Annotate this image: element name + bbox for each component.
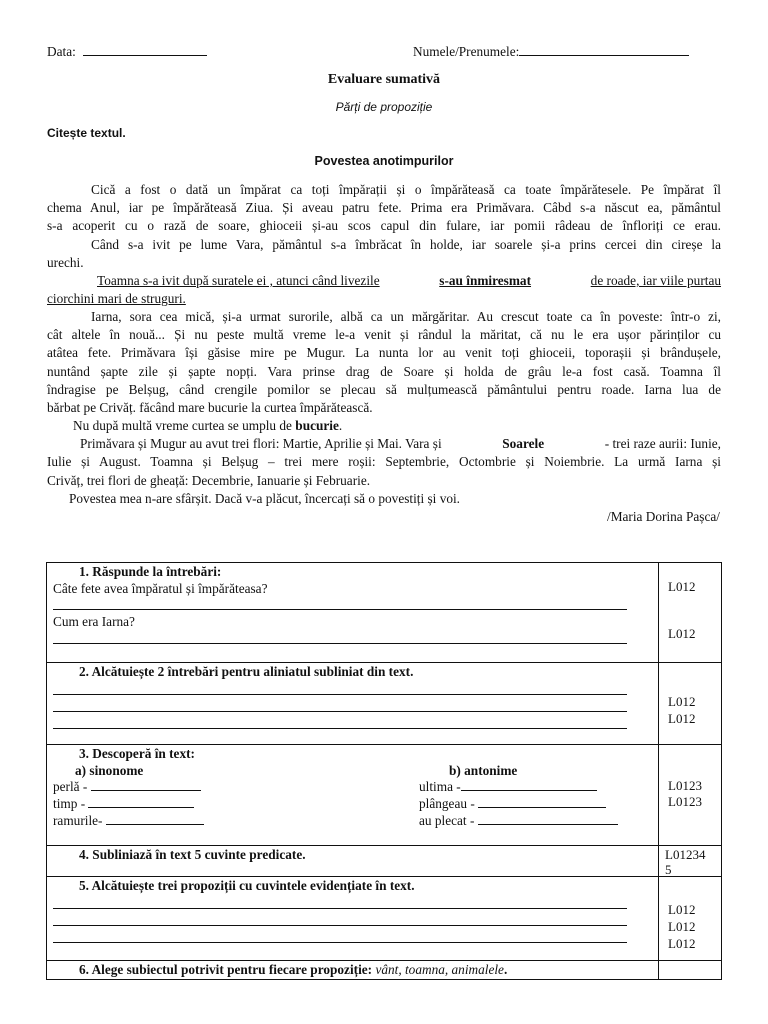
read-instruction: Citește textul. xyxy=(47,126,126,140)
task-row-6 xyxy=(47,961,722,980)
date-field[interactable] xyxy=(83,44,207,56)
competence-code: L012 xyxy=(668,919,696,934)
name-field[interactable] xyxy=(519,44,689,56)
answer-line[interactable] xyxy=(53,728,627,729)
competence-code: L012 xyxy=(668,711,696,726)
story-line: cât altele în nouă... Și nu peste multă vreme le-a venit și rândul la măritat, că nu le era ușor părinților cu xyxy=(47,327,721,342)
story-line: Cică a fost o dată un împărat ca toți împărații și o împărăteasă ca toate împărătesele. Pe împărat îl xyxy=(91,182,721,197)
task-1-title: 1. Răspunde la întrebări: xyxy=(79,564,222,579)
story-line: Nu după multă vreme curtea se umplu de xyxy=(73,418,292,433)
antonym-item: ultima - xyxy=(419,779,597,795)
story-line: bărbat pe Crivăț. făcând mare bucurie la curtea împărătească. xyxy=(47,400,373,415)
task-1-question-1: Câte fete avea împăratul și împărăteasa? xyxy=(53,581,268,596)
highlighted-phrase: s-au înmiresmat xyxy=(439,273,532,288)
story-line: Toamna s-a ivit după suratele ei , atunci când livezile xyxy=(97,273,380,288)
task-3-title: 3. Descoperă în text: xyxy=(79,746,195,761)
story-line: Crivăț, trei flori de gheață: Decembrie, Ianuarie și Februarie. xyxy=(47,473,371,488)
answer-line[interactable] xyxy=(53,694,627,695)
antonym-item: au plecat - xyxy=(419,813,618,829)
story-line: de roade, iar viile purtau xyxy=(590,273,721,288)
story-line: - trei raze aurii: Iunie, xyxy=(604,436,721,451)
competence-code: L0123 xyxy=(668,794,702,809)
task-row-3 xyxy=(47,745,722,846)
competence-code: L012 xyxy=(668,902,696,917)
story-line: chema Anul, iar pe împărăteasă Ziua. Și aveau patru fete. Prima era Primăvara. Câbd s-a născut ea, pământul xyxy=(47,200,721,215)
competence-code: L012 xyxy=(668,936,696,951)
story-line: urechi. xyxy=(47,255,84,270)
synonym-field[interactable] xyxy=(106,813,204,825)
highlighted-word: bucurie xyxy=(295,418,339,433)
story-author: /Maria Dorina Pașca/ xyxy=(607,509,720,524)
story-line: atâtea fete. Primăvara își găsise mire pe Mugur. La nunta lor au venit toți ghioceii, toporașii și brândușele, xyxy=(47,345,721,360)
task-2-title: 2. Alcătuiește 2 întrebări pentru aliniatul subliniat din text. xyxy=(79,664,414,679)
story-line-soarele xyxy=(80,436,721,452)
antonym-field[interactable] xyxy=(478,813,618,825)
antonym-field[interactable] xyxy=(478,796,606,808)
page-subtitle: Părți de propoziție xyxy=(335,100,433,114)
task-3-synonyms-label: a) sinonome xyxy=(75,763,144,778)
synonym-item: ramurile- xyxy=(53,813,204,829)
task-row-1 xyxy=(47,563,722,663)
story-line: Iarna, sora cea mică, și-a urmat surorile, albă ca un mărgăritar. Au crescut toate ca în poveste: într-o zi, xyxy=(91,309,721,324)
competence-code: 5 xyxy=(665,862,672,877)
competence-code: L012 xyxy=(668,694,696,709)
page-title: Evaluare sumativă xyxy=(327,72,441,87)
story-line: Primăvara și Mugur au avut trei flori: Martie, Aprilie și Mai. Vara și xyxy=(80,436,442,451)
antonym-item: plângeau - xyxy=(419,796,606,812)
competence-code: L01234 xyxy=(665,847,706,862)
synonym-field[interactable] xyxy=(88,796,194,808)
story-line: Iulie și August. Toamna și Belșug – trei mere roșii: Septembrie, Octombrie și Noiembrie. La urmă Iarna și xyxy=(47,454,721,469)
antonym-field[interactable] xyxy=(461,779,597,791)
synonym-field[interactable] xyxy=(91,779,201,791)
task-6-title: 6. Alege subiectul potrivit pentru fiecare propoziție: vânt, toamna, animalele. xyxy=(79,962,508,977)
story-line: ciorchini mari de struguri. xyxy=(47,291,186,306)
name-row xyxy=(413,44,689,60)
name-label: Numele/Prenumele: xyxy=(413,44,520,59)
highlighted-word: Soarele xyxy=(502,436,545,451)
task-3-antonyms-label: b) antonime xyxy=(449,763,518,778)
answer-line[interactable] xyxy=(53,942,627,943)
synonym-item: timp - xyxy=(53,796,194,812)
answer-line[interactable] xyxy=(53,711,627,712)
story-line: Povestea mea n-are sfârșit. Dacă v-a plăcut, încercați să o povestiți și voi. xyxy=(69,491,461,506)
story-line: îndragise pe Belșug, când crengile pomilor se plecau să mulțumească pământului pentru roade. Iarna lua de xyxy=(47,382,721,397)
story-line: nuntând șapte zile și șapte nopți. Vara prinse drag de Soare și holda de grâu le-a fost casă. Toamna îl xyxy=(47,364,721,379)
story-line: Când s-a ivit pe lume Vara, pământul s-a îmbrăcat în holde, iar soarele și-a prins cercei din cireșe la xyxy=(91,237,721,252)
story-line: s-a acoperit cu o rază de soare, ghioceii și-au scos capul din fulare, iar pomii râdeau de înfloriți ce erau. xyxy=(47,218,721,233)
task-1-question-2: Cum era Iarna? xyxy=(53,614,135,629)
task-6-words: vânt, toamna, animalele xyxy=(375,962,504,977)
competence-code: L012 xyxy=(668,579,696,594)
task-row-5 xyxy=(47,877,722,961)
story-title: Povestea anotimpurilor xyxy=(314,154,454,168)
answer-line[interactable] xyxy=(53,609,627,610)
competence-code: L012 xyxy=(668,626,696,641)
tasks-table xyxy=(46,562,722,980)
task-row-2 xyxy=(47,663,722,745)
synonym-item: perlă - xyxy=(53,779,201,795)
task-4-title: 4. Subliniază în text 5 cuvinte predicate. xyxy=(79,847,306,862)
story-line-bucurie: Nu după multă vreme curtea se umplu de bucurie. xyxy=(73,418,343,433)
date-label: Data: xyxy=(47,44,76,59)
task-row-4 xyxy=(47,846,722,877)
underlined-paragraph xyxy=(97,273,721,289)
competence-code: L0123 xyxy=(668,778,702,793)
answer-line[interactable] xyxy=(53,908,627,909)
answer-line[interactable] xyxy=(53,925,627,926)
answer-line[interactable] xyxy=(53,643,627,644)
date-row xyxy=(47,44,207,60)
task-5-title: 5. Alcătuiește trei propoziții cu cuvintele evidențiate în text. xyxy=(79,878,415,893)
